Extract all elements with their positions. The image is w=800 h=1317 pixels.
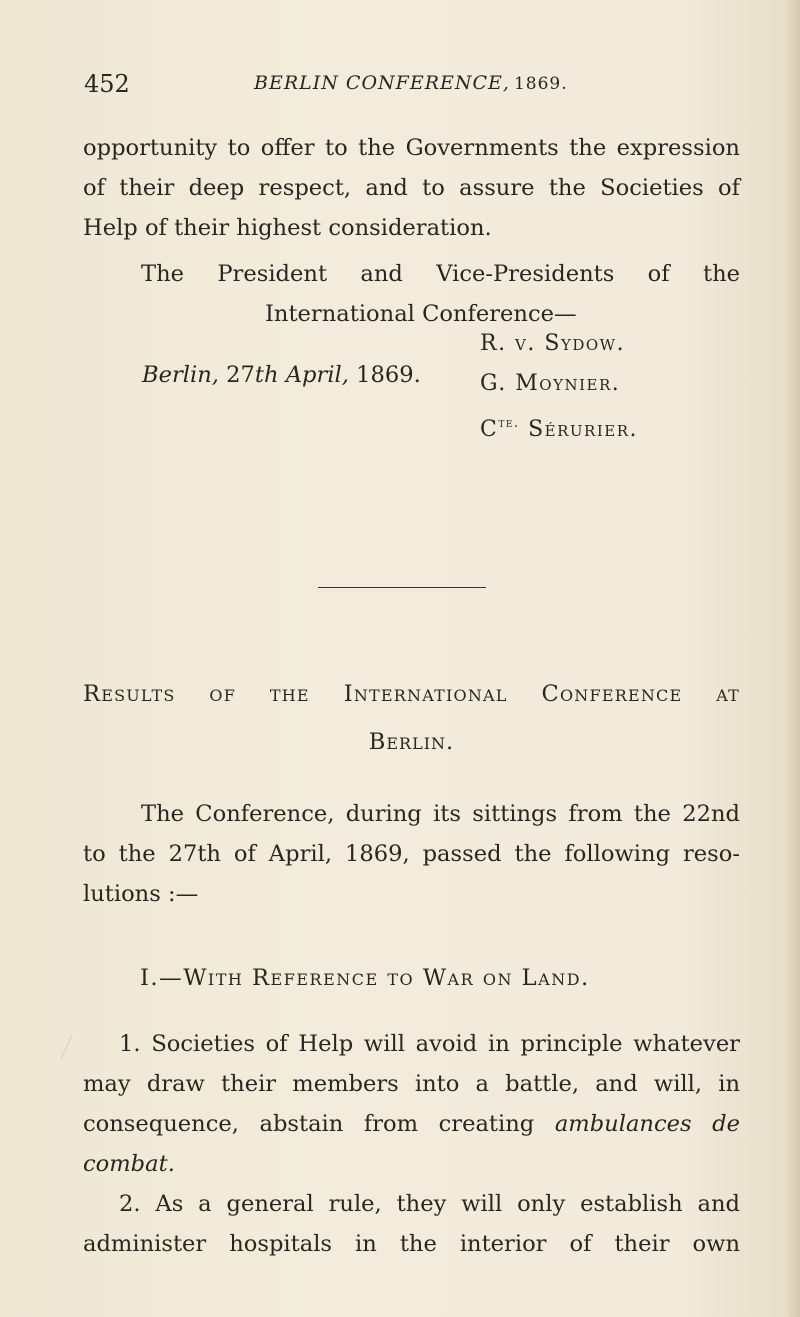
conference-line-3: lutions :— xyxy=(83,881,199,907)
running-title xyxy=(254,72,568,94)
section-title xyxy=(83,674,740,762)
resolution-1-italic-2: combat. xyxy=(83,1151,175,1177)
opening-line-2: of their deep respect, and to assure the Societies of xyxy=(83,175,740,201)
resolution-1-line-4 xyxy=(83,1144,740,1184)
presidents-line-1: The President and Vice-Presidents of the xyxy=(141,261,740,287)
signatory-serurier-sup: te. xyxy=(498,416,520,431)
page-edge-shadow xyxy=(786,0,800,1317)
signatories xyxy=(480,324,638,450)
section-divider xyxy=(318,587,486,588)
date-day xyxy=(226,362,278,388)
signatory-serurier xyxy=(480,404,638,450)
resolution-2-line-2: administer hospitals in the interior of their own xyxy=(83,1231,740,1257)
resolution-2-line-1: 2. As a general rule, they will only establish and xyxy=(119,1191,740,1217)
presidents-line-2-text: International Conference— xyxy=(265,301,577,327)
subsection-title xyxy=(140,958,740,998)
resolution-1 xyxy=(83,1024,740,1184)
conference-line-1: The Conference, during its sittings from the 22nd xyxy=(141,801,740,827)
page-number: 452 xyxy=(84,70,130,98)
opening-line-3: Help of their highest consideration. xyxy=(83,215,492,241)
running-title-year: 1869. xyxy=(513,74,568,94)
presidents-line-2 xyxy=(83,294,740,334)
opening-paragraph xyxy=(83,128,740,248)
conference-paragraph xyxy=(83,794,740,914)
date-line xyxy=(142,362,421,388)
running-title-text: BERLIN CONFERENCE, xyxy=(254,72,510,94)
resolution-1-line-3-text: consequence, abstain from creating xyxy=(83,1111,535,1137)
resolution-1-italic-1: ambulances de xyxy=(554,1111,740,1137)
presidents-intro xyxy=(83,254,740,334)
section-title-line-2: Berlin. xyxy=(368,729,455,755)
date-day-number: 27 xyxy=(226,362,255,388)
section-title-line-1: Results of the International Conference at xyxy=(83,681,740,707)
resolution-1-line-3 xyxy=(83,1104,740,1144)
date-place: Berlin, xyxy=(142,362,219,388)
page-header xyxy=(84,70,734,104)
conference-line-2: to the 27th of April, 1869, passed the following reso- xyxy=(83,841,740,867)
signatory-moynier: G. Moynier. xyxy=(480,371,621,396)
signatory-sydow: R. v. Sydow. xyxy=(480,331,626,356)
resolution-1-line-2: may draw their members into a battle, and will, in xyxy=(83,1071,740,1097)
signatory-serurier-prefix: C xyxy=(480,417,499,442)
date-month: April, xyxy=(285,362,349,388)
date-day-suffix: th xyxy=(254,362,279,388)
subsection-title-text: I.—With Reference to War on Land. xyxy=(140,965,590,991)
date-year: 1869. xyxy=(356,362,421,388)
resolution-2 xyxy=(83,1184,740,1264)
opening-line-1: opportunity to offer to the Governments the expression xyxy=(83,135,740,161)
resolution-1-line-1: 1. Societies of Help will avoid in principle whatever xyxy=(119,1031,740,1057)
signatory-serurier-name: Sérurier. xyxy=(528,417,638,442)
